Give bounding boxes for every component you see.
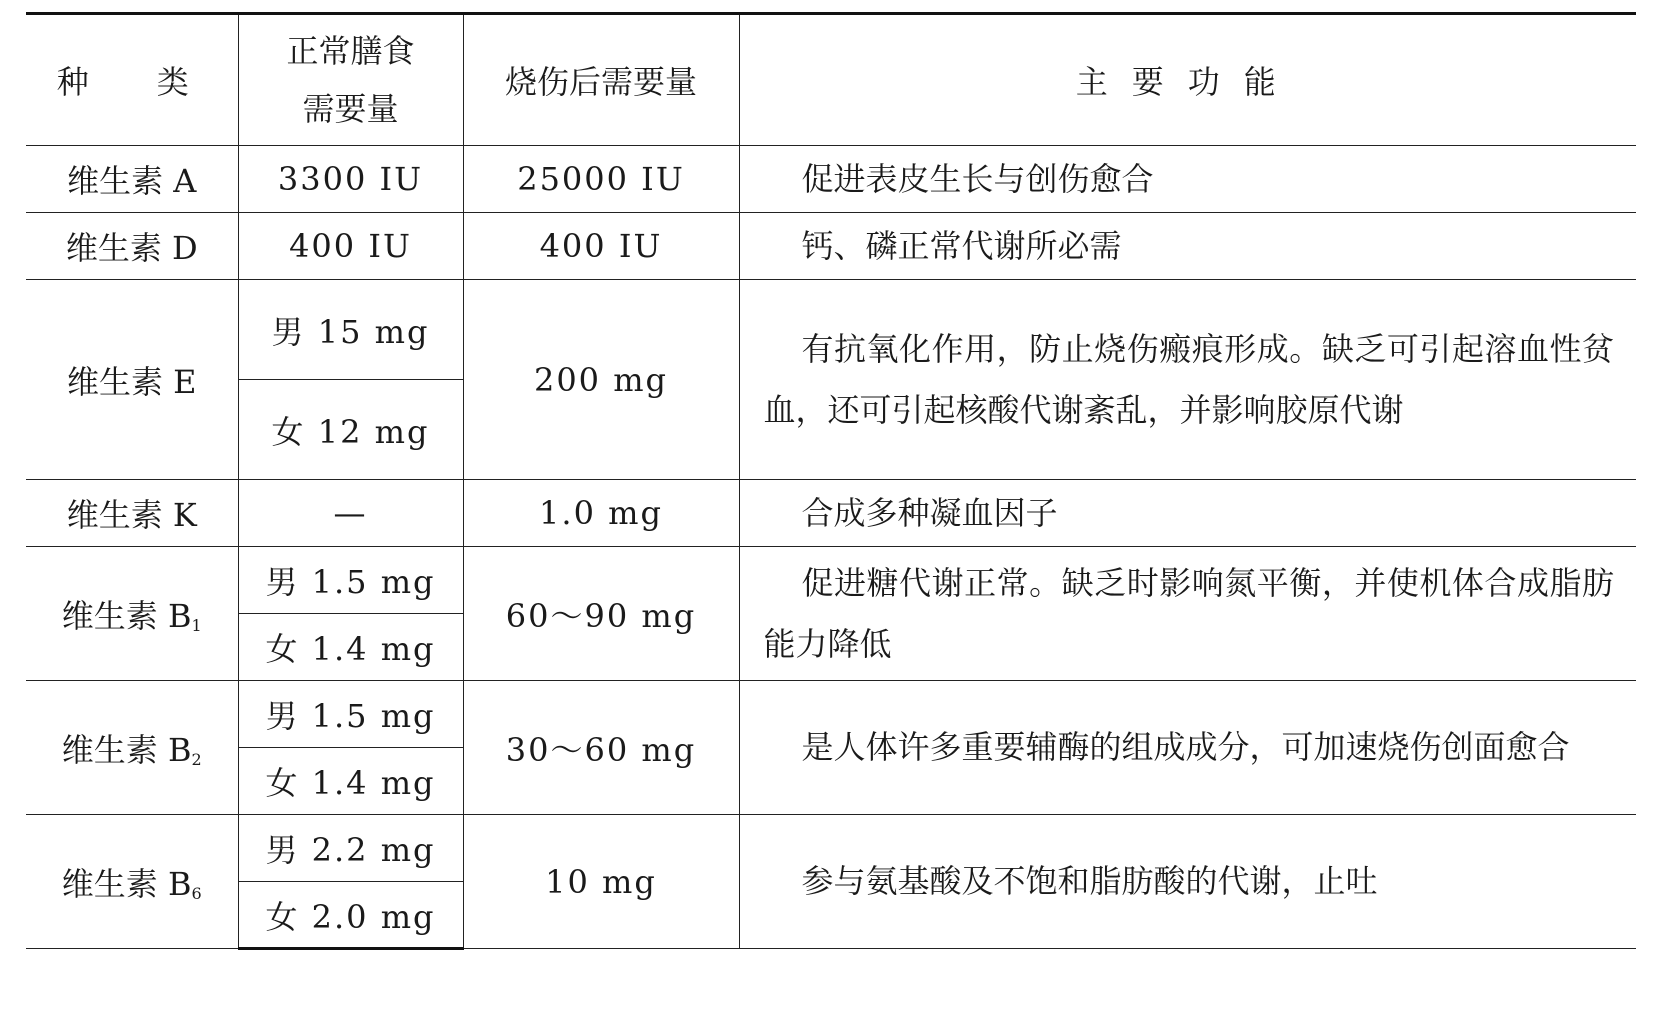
- burn-intake: 1.0 mg: [463, 480, 739, 547]
- normal-intake-female: 女 2.0 mg: [238, 882, 463, 949]
- burn-intake: 400 IU: [463, 213, 739, 280]
- table-row: [26, 480, 1636, 547]
- normal-intake-female: 女 1.4 mg: [238, 614, 463, 681]
- function-text: 促进糖代谢正常。缺乏时影响氮平衡，并使机体合成脂肪能力降低: [739, 547, 1636, 681]
- function-text: 是人体许多重要辅酶的组成成分，可加速烧伤创面愈合: [739, 681, 1636, 815]
- table-row: [26, 547, 1636, 614]
- vitamin-table: [26, 12, 1636, 950]
- function-text: 钙、磷正常代谢所必需: [739, 213, 1636, 280]
- normal-intake: 400 IU: [238, 213, 463, 280]
- header-burn-intake: 烧伤后需要量: [463, 14, 739, 146]
- normal-intake-female: 女 12 mg: [238, 380, 463, 480]
- vitamin-subscript: 1: [191, 615, 202, 635]
- normal-intake-male: 男 1.5 mg: [238, 681, 463, 748]
- vitamin-name: [26, 815, 238, 949]
- table-row: [26, 213, 1636, 280]
- header-normal-line1: 正常膳食: [286, 32, 415, 70]
- table-row: [26, 815, 1636, 882]
- vitamin-name-text: 维生素 B: [61, 864, 192, 903]
- header-main-function: 主要功能: [739, 14, 1636, 146]
- normal-intake-male: 男 2.2 mg: [238, 815, 463, 882]
- vitamin-name: 维生素 K: [26, 480, 238, 547]
- table-row: [26, 146, 1636, 213]
- burn-intake: 10 mg: [463, 815, 739, 949]
- burn-intake: 25000 IU: [463, 146, 739, 213]
- table-row: [26, 681, 1636, 748]
- normal-intake-male: 男 1.5 mg: [238, 547, 463, 614]
- normal-intake-male: 男 15 mg: [238, 280, 463, 380]
- vitamin-name-text: 维生素 B: [61, 730, 192, 769]
- header-row: [26, 14, 1636, 146]
- vitamin-name: [26, 681, 238, 815]
- vitamin-name: 维生素 D: [26, 213, 238, 280]
- function-text: 有抗氧化作用，防止烧伤瘢痕形成。缺乏可引起溶血性贫血，还可引起核酸代谢紊乱，并影响胶原代谢: [739, 280, 1636, 480]
- burn-intake: 30～60 mg: [463, 681, 739, 815]
- header-type: 种 类: [26, 14, 238, 146]
- vitamin-name: 维生素 E: [26, 280, 238, 480]
- vitamin-name-text: 维生素 B: [61, 596, 192, 635]
- normal-intake: 3300 IU: [238, 146, 463, 213]
- burn-intake: 60～90 mg: [463, 547, 739, 681]
- header-normal-line2: 需要量: [302, 90, 399, 128]
- vitamin-subscript: 2: [191, 749, 202, 769]
- vitamin-subscript: 6: [191, 883, 202, 903]
- normal-intake: —: [238, 480, 463, 547]
- vitamin-name: 维生素 A: [26, 146, 238, 213]
- burn-intake: 200 mg: [463, 280, 739, 480]
- function-text: 合成多种凝血因子: [739, 480, 1636, 547]
- normal-intake-female: 女 1.4 mg: [238, 748, 463, 815]
- function-text: 参与氨基酸及不饱和脂肪酸的代谢，止吐: [739, 815, 1636, 949]
- table-row: [26, 280, 1636, 380]
- function-text: 促进表皮生长与创伤愈合: [739, 146, 1636, 213]
- vitamin-name: [26, 547, 238, 681]
- header-normal-intake: [238, 14, 463, 146]
